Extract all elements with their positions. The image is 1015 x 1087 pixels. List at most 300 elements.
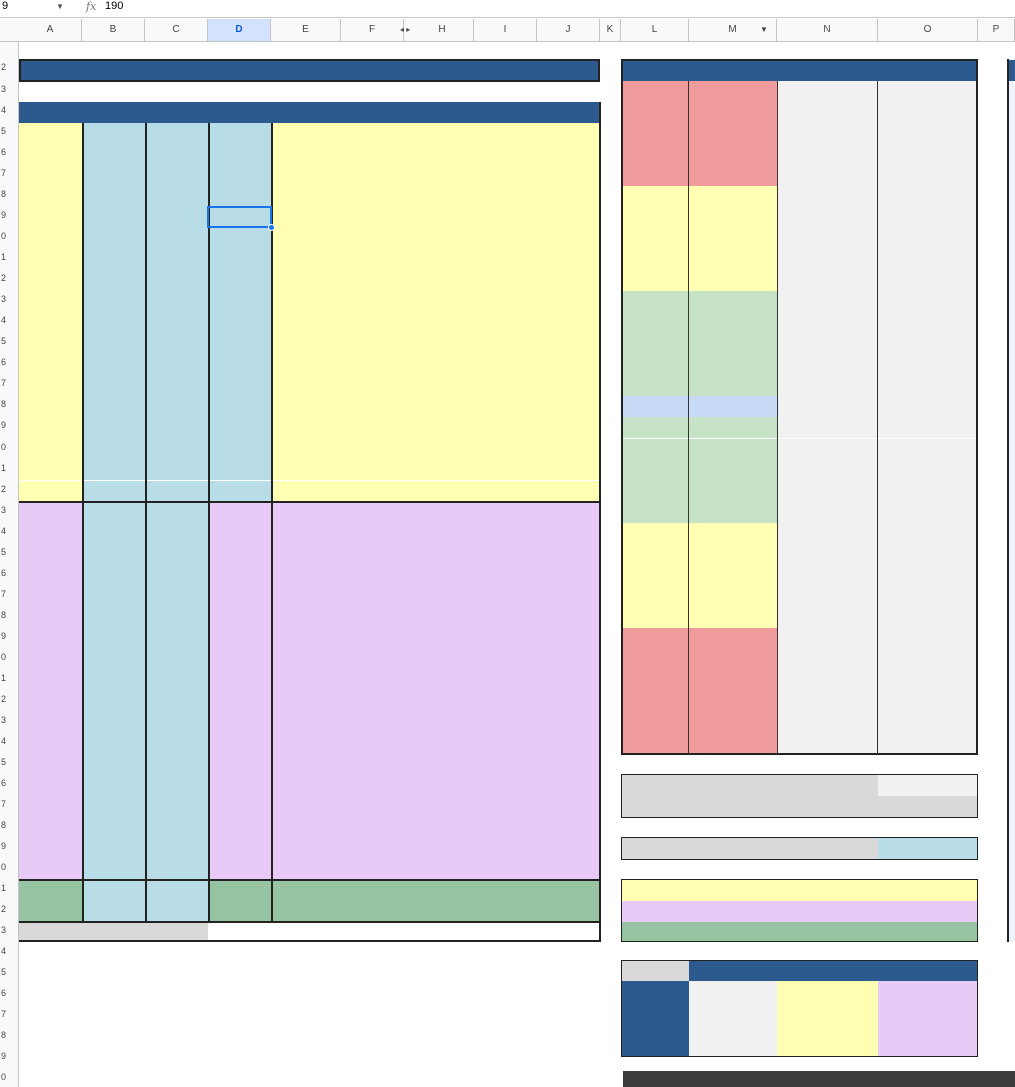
sim-cell-cant[interactable] [82, 880, 145, 901]
row-number[interactable]: 4 [1, 946, 7, 957]
sim-cell-bruto[interactable] [271, 670, 341, 691]
sim-cell-bruto[interactable] [271, 880, 341, 901]
rtdo-finish-cell[interactable] [777, 649, 878, 670]
sim-cell-base[interactable] [145, 186, 208, 207]
sim-cell-neto[interactable] [341, 670, 411, 691]
sim-cell-neto[interactable] [341, 228, 411, 249]
sim-cell-base[interactable] [145, 544, 208, 565]
precio-cell[interactable] [689, 144, 777, 165]
sim-cell-prima[interactable] [208, 291, 271, 312]
rtdo-teorico-cell[interactable] [878, 733, 978, 754]
sim-cell-dif-cpra[interactable] [537, 354, 600, 375]
sim-cell-bruto[interactable] [271, 186, 341, 207]
sim-cell-prima[interactable] [208, 396, 271, 417]
sim-cell-tipo[interactable] [19, 249, 82, 270]
pct-cell[interactable] [621, 523, 689, 544]
sim-cell-tipo[interactable] [19, 586, 82, 607]
rtdo-teorico-cell[interactable] [878, 186, 978, 207]
sim-cell-tipo[interactable] [19, 123, 82, 144]
precio-cell[interactable] [689, 81, 777, 102]
sim-cell-dif-cpra[interactable] [537, 249, 600, 270]
sim-cell-tipo[interactable] [19, 438, 82, 459]
sim-cell-prima[interactable] [208, 796, 271, 817]
column-header-j[interactable]: J [537, 19, 600, 41]
rtdo-teorico-cell[interactable] [878, 586, 978, 607]
sim-cell-dif-cpra[interactable] [537, 186, 600, 207]
sim-cell-bruto[interactable] [271, 586, 341, 607]
precio-cell[interactable] [689, 270, 777, 291]
precio-cell[interactable] [689, 417, 777, 438]
sim-cell-bruto[interactable] [271, 481, 341, 502]
sim-cell-base[interactable] [145, 754, 208, 775]
sim-cell-base[interactable] [145, 670, 208, 691]
sim-cell-tipo[interactable] [19, 796, 82, 817]
sim-cell-bruto[interactable] [271, 859, 341, 880]
row-number[interactable]: 6 [1, 357, 7, 368]
chevron-down-icon[interactable]: ▼ [56, 2, 64, 11]
sim-cell-prima[interactable] [208, 438, 271, 459]
sim-cell-dif-cpra[interactable] [537, 270, 600, 291]
sim-cell-prima[interactable] [208, 123, 271, 144]
sim-cell-base[interactable] [145, 123, 208, 144]
resultado-hoy-value[interactable] [878, 796, 978, 817]
sim-cell-hoy[interactable] [411, 438, 474, 459]
sim-cell-hoy[interactable] [411, 144, 474, 165]
sim-cell-base[interactable] [145, 691, 208, 712]
sim-cell-prima[interactable] [208, 607, 271, 628]
sim-cell-cant[interactable] [82, 817, 145, 838]
pct-cell[interactable] [621, 81, 689, 102]
rtdo-teorico-cell[interactable] [878, 144, 978, 165]
sim-cell-hoy[interactable] [411, 670, 474, 691]
rtdo-teorico-cell[interactable] [878, 396, 978, 417]
sim-cell-neto[interactable] [341, 438, 411, 459]
sim-cell-prima[interactable] [208, 838, 271, 859]
sim-cell-hoy[interactable] [411, 544, 474, 565]
sim-cell-neto[interactable] [341, 628, 411, 649]
pct-cell[interactable] [621, 670, 689, 691]
sim-cell-tipo[interactable] [19, 333, 82, 354]
sim-cell-hoy[interactable] [411, 838, 474, 859]
sim-cell-hoy[interactable] [474, 565, 537, 586]
sim-cell-hoy[interactable] [411, 880, 474, 901]
precio-cell[interactable] [689, 312, 777, 333]
sim-cell-neto[interactable] [341, 333, 411, 354]
row-number[interactable]: 8 [1, 1030, 7, 1041]
greek-value[interactable] [878, 1000, 978, 1019]
sim-cell-hoy[interactable] [474, 438, 537, 459]
sim-cell-cant[interactable] [82, 691, 145, 712]
sim-cell-bruto[interactable] [271, 901, 341, 922]
sim-cell-bruto[interactable] [271, 165, 341, 186]
rtdo-teorico-cell[interactable] [878, 312, 978, 333]
sim-cell-neto[interactable] [341, 880, 411, 901]
sim-cell-cant[interactable] [82, 123, 145, 144]
sim-cell-dif-cpra[interactable] [537, 396, 600, 417]
sim-cell-prima[interactable] [208, 228, 271, 249]
sim-cell-prima[interactable] [208, 375, 271, 396]
sim-cell-dif-cpra[interactable] [537, 165, 600, 186]
pct-cell[interactable] [621, 502, 689, 523]
sim-cell-hoy[interactable] [474, 144, 537, 165]
sim-cell-hoy[interactable] [411, 859, 474, 880]
sim-cell-hoy[interactable] [411, 249, 474, 270]
total-cell[interactable] [411, 922, 474, 941]
sim-cell-dif-cpra[interactable] [537, 144, 600, 165]
sim-cell-dif-cpra[interactable] [537, 565, 600, 586]
sim-cell-tipo[interactable] [19, 691, 82, 712]
formula-input[interactable]: 190 [105, 0, 124, 12]
name-box[interactable] [0, 0, 72, 18]
row-number[interactable]: 0 [1, 651, 7, 662]
sim-cell-hoy[interactable] [411, 312, 474, 333]
row-number[interactable]: 2 [1, 483, 7, 494]
sim-cell-prima[interactable] [208, 754, 271, 775]
sim-cell-tipo[interactable] [19, 607, 82, 628]
rtdo-finish-cell[interactable] [777, 670, 878, 691]
sim-cell-bruto[interactable] [271, 354, 341, 375]
sim-cell-tipo[interactable] [19, 291, 82, 312]
sim-cell-base[interactable] [145, 838, 208, 859]
row-number[interactable]: 0 [1, 231, 7, 242]
rtdo-finish-cell[interactable] [777, 691, 878, 712]
sim-cell-neto[interactable] [341, 544, 411, 565]
sim-cell-prima[interactable] [208, 354, 271, 375]
precio-cell[interactable] [689, 544, 777, 565]
sim-cell-bruto[interactable] [271, 565, 341, 586]
sim-cell-hoy[interactable] [474, 691, 537, 712]
column-header-d[interactable]: D [208, 19, 271, 41]
row-number[interactable]: 5 [1, 126, 7, 137]
sim-cell-cant[interactable] [82, 291, 145, 312]
total-dif[interactable] [537, 922, 600, 941]
precio-cell[interactable] [689, 291, 777, 312]
row-number[interactable]: 9 [1, 420, 7, 431]
pct-cell[interactable] [621, 481, 689, 502]
greek-value[interactable] [689, 981, 777, 1000]
sim-cell-hoy[interactable] [474, 165, 537, 186]
rtdo-finish-cell[interactable] [777, 439, 878, 460]
sim-cell-hoy[interactable] [474, 859, 537, 880]
sim-cell-neto[interactable] [341, 817, 411, 838]
row-number[interactable]: 7 [1, 799, 7, 810]
row-number[interactable]: 4 [1, 735, 7, 746]
pct-cell[interactable] [621, 628, 689, 649]
column-header-l[interactable]: L [621, 19, 689, 41]
precio-cell[interactable] [689, 712, 777, 733]
sim-cell-base[interactable] [145, 586, 208, 607]
sim-cell-neto[interactable] [341, 565, 411, 586]
column-header-f[interactable]: F [341, 19, 404, 41]
sim-cell-neto[interactable] [341, 417, 411, 438]
sim-cell-dif-cpra[interactable] [537, 312, 600, 333]
sim-cell-base[interactable] [145, 354, 208, 375]
sim-cell-prima[interactable] [208, 880, 271, 901]
sim-cell-tipo[interactable] [19, 375, 82, 396]
row-number[interactable]: 7 [1, 378, 7, 389]
sim-cell-tipo[interactable] [19, 523, 82, 544]
sim-cell-prima[interactable] [208, 270, 271, 291]
sim-cell-hoy[interactable] [411, 270, 474, 291]
precio-cell[interactable] [689, 649, 777, 670]
sim-cell-base[interactable] [145, 817, 208, 838]
rtdo-finish-cell[interactable] [777, 354, 878, 375]
sim-cell-prima[interactable] [208, 859, 271, 880]
row-number[interactable]: 9 [1, 841, 7, 852]
sim-cell-base[interactable] [145, 438, 208, 459]
total-label[interactable] [208, 922, 271, 941]
sim-cell-cant[interactable] [82, 228, 145, 249]
sim-cell-dif-cpra[interactable] [537, 228, 600, 249]
sim-cell-dif-cpra[interactable] [537, 691, 600, 712]
row-number[interactable]: 9 [1, 1051, 7, 1062]
sim-cell-cant[interactable] [82, 775, 145, 796]
precio-cell[interactable] [689, 733, 777, 754]
rtdo-teorico-cell[interactable] [878, 354, 978, 375]
total-neto[interactable] [341, 922, 411, 941]
pct-cell[interactable] [621, 354, 689, 375]
rtdo-finish-cell[interactable] [777, 375, 878, 396]
resultado-acumulado-value[interactable] [878, 775, 978, 796]
sim-cell-dif-cpra[interactable] [537, 459, 600, 480]
sim-cell-base[interactable] [145, 712, 208, 733]
sim-cell-neto[interactable] [341, 396, 411, 417]
row-number[interactable]: 8 [1, 820, 7, 831]
row-number[interactable]: 3 [1, 294, 7, 305]
sim-cell-prima[interactable] [208, 901, 271, 922]
sim-cell-hoy[interactable] [411, 565, 474, 586]
sim-cell-hoy[interactable] [474, 375, 537, 396]
sim-cell-bruto[interactable] [271, 649, 341, 670]
sim-cell-prima[interactable] [208, 712, 271, 733]
sim-cell-prima[interactable] [208, 165, 271, 186]
sim-cell-cant[interactable] [82, 544, 145, 565]
sim-cell-cant[interactable] [82, 649, 145, 670]
sim-cell-neto[interactable] [341, 733, 411, 754]
column-header-c[interactable]: C [145, 19, 208, 41]
precio-cell[interactable] [689, 502, 777, 523]
sim-cell-dif-cpra[interactable] [537, 796, 600, 817]
rtdo-finish-cell[interactable] [777, 165, 878, 186]
sim-cell-neto[interactable] [341, 712, 411, 733]
sim-cell-hoy[interactable] [474, 123, 537, 144]
sim-cell-base[interactable] [145, 523, 208, 544]
sim-cell-cant[interactable] [82, 859, 145, 880]
rtdo-teorico-cell[interactable] [878, 228, 978, 249]
rtdo-teorico-cell[interactable] [878, 102, 978, 123]
column-header-e[interactable]: E [271, 19, 341, 41]
sim-cell-neto[interactable] [341, 523, 411, 544]
sim-cell-hoy[interactable] [474, 838, 537, 859]
rtdo-teorico-cell[interactable] [878, 523, 978, 544]
sim-cell-neto[interactable] [341, 459, 411, 480]
sim-cell-tipo[interactable] [19, 228, 82, 249]
row-number[interactable]: 2 [1, 693, 7, 704]
pct-cell[interactable] [621, 249, 689, 270]
sim-cell-neto[interactable] [341, 838, 411, 859]
sim-cell-base[interactable] [145, 165, 208, 186]
sim-cell-hoy[interactable] [474, 649, 537, 670]
rtdo-teorico-cell[interactable] [878, 375, 978, 396]
sim-cell-bruto[interactable] [271, 144, 341, 165]
sim-cell-base[interactable] [145, 333, 208, 354]
rtdo-teorico-cell[interactable] [878, 439, 978, 460]
sim-cell-hoy[interactable] [474, 228, 537, 249]
sim-cell-prima[interactable] [208, 459, 271, 480]
sim-cell-tipo[interactable] [19, 165, 82, 186]
sim-cell-cant[interactable] [82, 712, 145, 733]
sim-cell-tipo[interactable] [19, 481, 82, 502]
rtdo-teorico-cell[interactable] [878, 123, 978, 144]
sim-cell-bruto[interactable] [271, 291, 341, 312]
total-cell[interactable] [145, 922, 208, 941]
sim-cell-hoy[interactable] [474, 775, 537, 796]
row-number[interactable]: 4 [1, 315, 7, 326]
sim-cell-bruto[interactable] [271, 775, 341, 796]
pct-cell[interactable] [621, 333, 689, 354]
sim-cell-neto[interactable] [341, 207, 411, 228]
sim-cell-bruto[interactable] [271, 249, 341, 270]
rtdo-finish-cell[interactable] [777, 733, 878, 754]
sim-cell-neto[interactable] [341, 249, 411, 270]
sim-cell-bruto[interactable] [271, 207, 341, 228]
sim-cell-bruto[interactable] [271, 502, 341, 523]
pct-cell[interactable] [621, 691, 689, 712]
sim-cell-hoy[interactable] [474, 312, 537, 333]
sim-cell-hoy[interactable] [474, 901, 537, 922]
sim-cell-hoy[interactable] [474, 459, 537, 480]
sim-cell-hoy[interactable] [474, 354, 537, 375]
row-number[interactable]: 6 [1, 777, 7, 788]
greek-value[interactable] [777, 1019, 878, 1038]
sim-cell-tipo[interactable] [19, 502, 82, 523]
sim-cell-base[interactable] [145, 417, 208, 438]
sim-cell-neto[interactable] [341, 607, 411, 628]
rtdo-finish-cell[interactable] [777, 291, 878, 312]
total-cell[interactable] [82, 922, 145, 941]
pct-cell[interactable] [621, 417, 689, 438]
sim-cell-hoy[interactable] [474, 586, 537, 607]
sim-cell-dif-cpra[interactable] [537, 754, 600, 775]
sim-cell-tipo[interactable] [19, 459, 82, 480]
row-number[interactable]: 6 [1, 147, 7, 158]
sim-cell-hoy[interactable] [411, 628, 474, 649]
sim-cell-base[interactable] [145, 502, 208, 523]
sim-cell-prima[interactable] [208, 481, 271, 502]
sim-cell-cant[interactable] [82, 375, 145, 396]
sim-cell-base[interactable] [145, 270, 208, 291]
rtdo-finish-cell[interactable] [777, 417, 878, 438]
rtdo-teorico-cell[interactable] [878, 270, 978, 291]
rtdo-finish-cell[interactable] [777, 81, 878, 102]
sim-cell-dif-cpra[interactable] [537, 438, 600, 459]
sim-cell-bruto[interactable] [271, 838, 341, 859]
pct-cell[interactable] [621, 375, 689, 396]
sim-cell-bruto[interactable] [271, 523, 341, 544]
pct-cell[interactable] [621, 460, 689, 481]
sim-cell-tipo[interactable] [19, 859, 82, 880]
sim-cell-hoy[interactable] [411, 417, 474, 438]
sim-cell-tipo[interactable] [19, 186, 82, 207]
sim-cell-hoy[interactable] [474, 670, 537, 691]
sim-cell-neto[interactable] [341, 502, 411, 523]
sim-cell-neto[interactable] [341, 375, 411, 396]
rtdo-finish-cell[interactable] [777, 712, 878, 733]
sim-cell-prima[interactable] [208, 186, 271, 207]
sim-cell-tipo[interactable] [19, 775, 82, 796]
sim-cell-cant[interactable] [82, 417, 145, 438]
sim-cell-prima[interactable] [208, 649, 271, 670]
sim-cell-hoy[interactable] [474, 502, 537, 523]
sim-cell-dif-cpra[interactable] [537, 523, 600, 544]
rtdo-teorico-cell[interactable] [878, 460, 978, 481]
rtdo-teorico-cell[interactable] [878, 649, 978, 670]
sim-cell-cant[interactable] [82, 207, 145, 228]
sim-cell-dif-cpra[interactable] [537, 817, 600, 838]
sim-cell-tipo[interactable] [19, 754, 82, 775]
row-number[interactable]: 2 [1, 273, 7, 284]
sim-cell-base[interactable] [145, 796, 208, 817]
rtdo-teorico-cell[interactable] [878, 165, 978, 186]
greek-value[interactable] [878, 1019, 978, 1038]
sim-cell-cant[interactable] [82, 901, 145, 922]
sim-cell-bruto[interactable] [271, 691, 341, 712]
sim-cell-bruto[interactable] [271, 123, 341, 144]
sim-cell-cant[interactable] [82, 312, 145, 333]
row-number[interactable]: 2 [1, 904, 7, 915]
sim-cell-hoy[interactable] [474, 733, 537, 754]
sim-cell-cant[interactable] [82, 354, 145, 375]
greek-value[interactable] [689, 1000, 777, 1019]
sim-cell-tipo[interactable] [19, 838, 82, 859]
pct-cell[interactable] [621, 186, 689, 207]
row-number[interactable]: 6 [1, 567, 7, 578]
pct-cell[interactable] [621, 270, 689, 291]
pct-cell[interactable] [621, 144, 689, 165]
row-number[interactable]: 3 [1, 504, 7, 515]
row-number[interactable]: 1 [1, 672, 7, 683]
sim-cell-neto[interactable] [341, 354, 411, 375]
total-cell[interactable] [19, 922, 82, 941]
rtdo-teorico-cell[interactable] [878, 417, 978, 438]
sim-cell-tipo[interactable] [19, 565, 82, 586]
sim-cell-dif-cpra[interactable] [537, 712, 600, 733]
column-header-k[interactable]: K [600, 19, 621, 41]
sim-cell-hoy[interactable] [411, 165, 474, 186]
row-number[interactable]: 8 [1, 609, 7, 620]
pct-cell[interactable] [621, 396, 689, 417]
row-number[interactable]: 5 [1, 967, 7, 978]
sim-cell-tipo[interactable] [19, 670, 82, 691]
sim-cell-cant[interactable] [82, 733, 145, 754]
sim-cell-hoy[interactable] [474, 544, 537, 565]
sim-cell-base[interactable] [145, 628, 208, 649]
sim-cell-hoy[interactable] [474, 481, 537, 502]
sim-cell-cant[interactable] [82, 144, 145, 165]
rtdo-teorico-cell[interactable] [878, 207, 978, 228]
rtdo-teorico-cell[interactable] [878, 628, 978, 649]
sim-cell-hoy[interactable] [411, 333, 474, 354]
sim-cell-hoy[interactable] [411, 123, 474, 144]
column-header-o[interactable]: O [878, 19, 978, 41]
precio-cell[interactable] [689, 123, 777, 144]
sim-cell-cant[interactable] [82, 670, 145, 691]
sim-cell-hoy[interactable] [474, 523, 537, 544]
pct-cell[interactable] [621, 165, 689, 186]
sim-cell-hoy[interactable] [474, 270, 537, 291]
sim-cell-bruto[interactable] [271, 312, 341, 333]
sim-cell-hoy[interactable] [411, 186, 474, 207]
